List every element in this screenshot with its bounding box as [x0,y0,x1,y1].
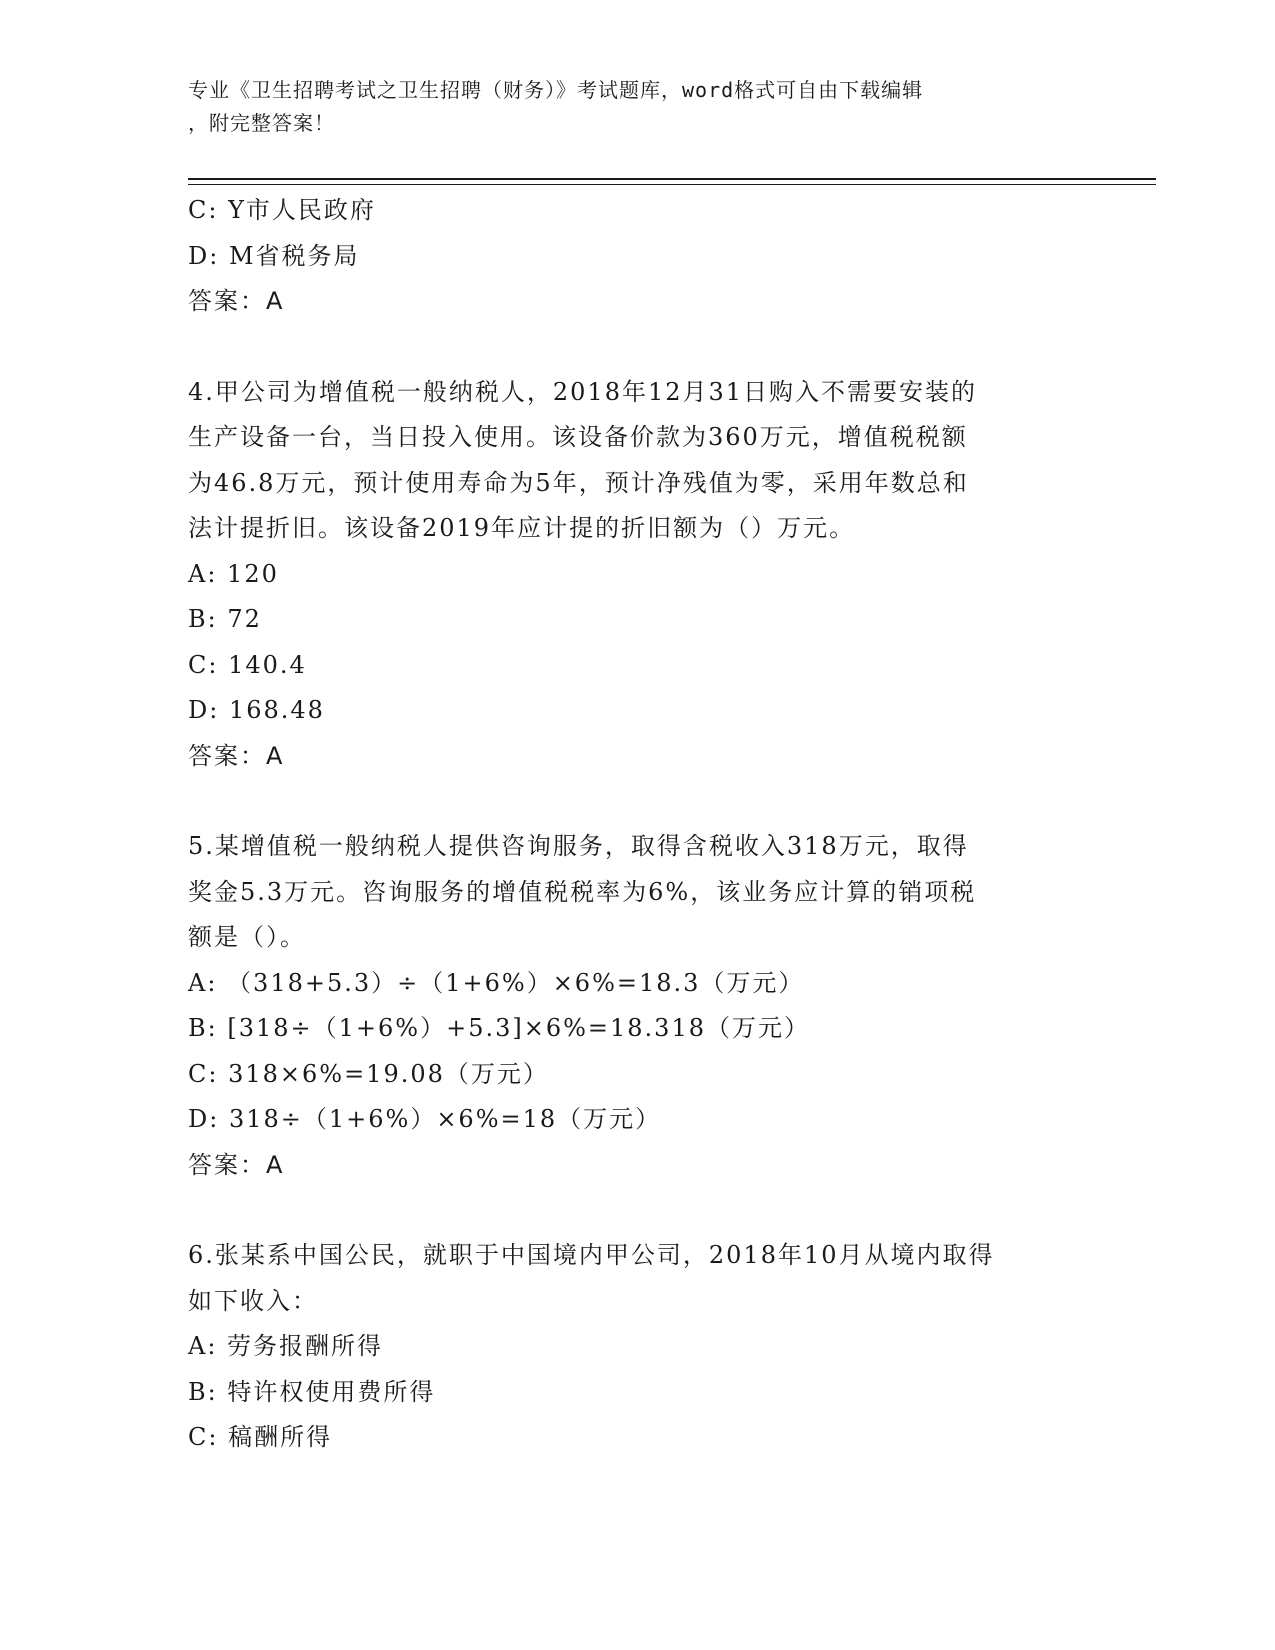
option-a: A: 120 [188,559,279,588]
answer-line: 答案：A [188,287,285,315]
question-stem-line: 如下收入： [188,1286,318,1315]
option-a: A: （318+5.3）÷（1+6%）×6%=18.3（万元） [188,968,805,997]
option-b: B: 特许权使用费所得 [188,1377,436,1406]
option-b: B: 72 [188,605,262,633]
question-stem-line: 为46.8万元，预计使用寿命为5年，预计净残值为零，采用年数总和 [188,468,969,497]
question-stem-line: 额是（）。 [188,923,306,951]
answer-line: 答案：A [188,1150,285,1179]
question-5 [188,824,1088,1188]
document-header [188,74,1088,140]
answer-line: 答案：A [188,741,285,770]
option-c: C: 稿酬所得 [188,1423,333,1451]
question-6 [188,1233,1088,1461]
header-divider-thick [188,178,1156,180]
spacer [188,325,1088,370]
header-divider-thin [188,184,1156,185]
option-c: C: 140.4 [188,650,307,679]
option-d: D: 318÷（1+6%）×6%=18（万元） [188,1105,662,1133]
option-a: A: 劳务报酬所得 [188,1332,384,1360]
question-stem-line: 4.甲公司为增值税一般纳税人，2018年12月31日购入不需要安装的 [188,377,978,406]
spacer [188,1188,1088,1233]
question-3-tail [188,188,1088,325]
header-line-2: ，附完整答案！ [188,111,335,135]
question-stem-line: 5.某增值税一般纳税人提供咨询服务，取得含税收入318万元，取得 [188,832,969,860]
question-stem-line: 奖金5.3万元。咨询服务的增值税税率为6%，该业务应计算的销项税 [188,877,977,906]
option-d: D: M省税务局 [188,241,360,270]
question-stem-line: 生产设备一台，当日投入使用。该设备价款为360万元，增值税税额 [188,423,968,451]
option-c: C: 318×6%=19.08（万元） [188,1059,549,1088]
header-line-1: 专业《卫生招聘考试之卫生招聘（财务）》考试题库，word格式可自由下载编辑 [188,78,924,102]
option-c: C: Y市人民政府 [188,196,376,224]
question-content [188,188,1088,1461]
option-d: D: 168.48 [188,696,325,724]
question-4 [188,370,1088,780]
question-stem-line: 6.张某系中国公民，就职于中国境内甲公司，2018年10月从境内取得 [188,1241,995,1269]
spacer [188,779,1088,824]
question-stem-line: 法计提折旧。该设备2019年应计提的折旧额为（）万元。 [188,514,856,542]
option-b: B: [318÷（1+6%）+5.3]×6%=18.318（万元） [188,1014,810,1042]
